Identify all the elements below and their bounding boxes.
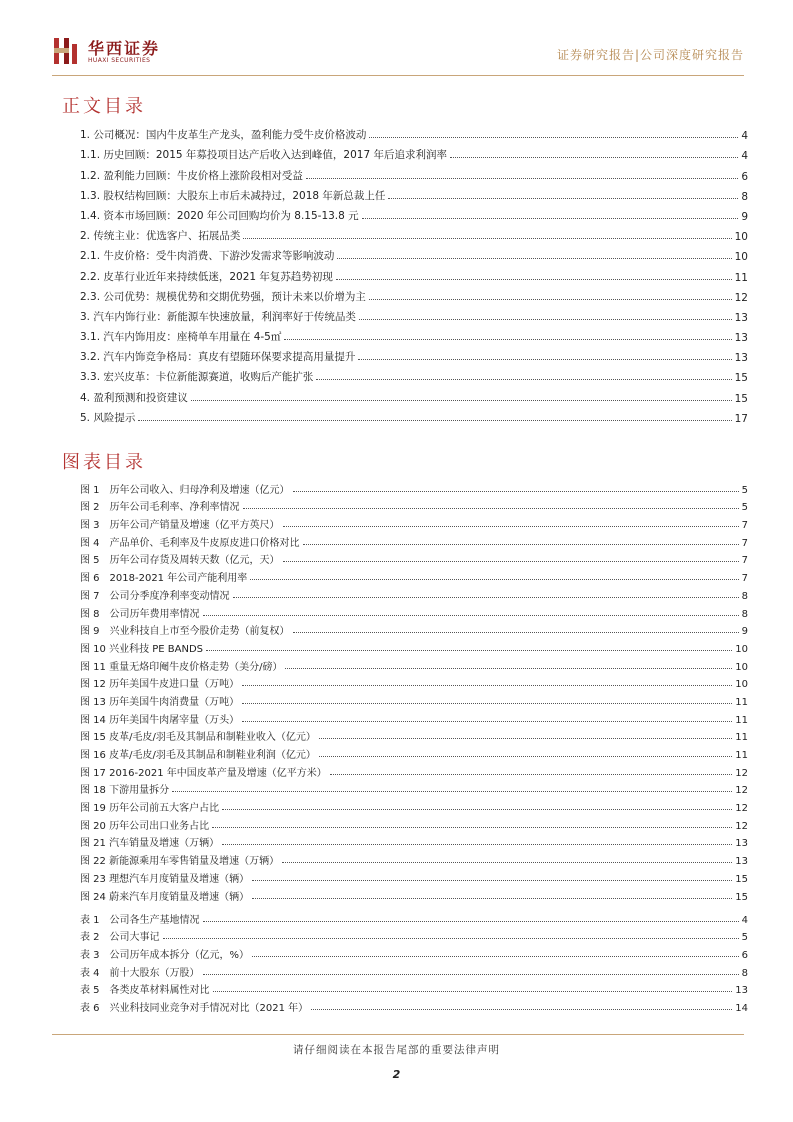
dot-leader <box>222 844 732 845</box>
figure-entry-page: 12 <box>735 820 748 832</box>
figure-entry-text: 图 10 兴业科技 PE BANDS <box>80 643 204 655</box>
toc-entry[interactable] <box>80 304 748 324</box>
dot-leader <box>138 420 731 421</box>
dot-leader <box>203 615 739 616</box>
dot-leader <box>303 544 739 545</box>
toc-title: 正文目录 <box>62 96 146 117</box>
figure-entry-page: 5 <box>741 484 748 496</box>
figure-entry-page: 10 <box>735 643 748 655</box>
figure-entry-page: 15 <box>735 891 748 903</box>
table-entry[interactable] <box>80 961 748 979</box>
page-number: 2 <box>392 1068 401 1081</box>
table-entry[interactable] <box>80 943 748 961</box>
toc-entry-page: 15 <box>734 372 748 385</box>
figure-entry-text: 图 7 公司分季度净利率变动情况 <box>80 590 230 602</box>
toc-entry[interactable] <box>80 344 748 364</box>
figure-entry-text: 图 21 汽车销量及增速（万辆） <box>80 838 220 850</box>
figure-entry[interactable] <box>80 513 748 531</box>
table-entry-text: 表 1 公司各生产基地情况 <box>80 914 200 926</box>
dot-leader <box>242 721 732 722</box>
figure-entry[interactable] <box>80 637 748 655</box>
figure-entry[interactable] <box>80 832 748 850</box>
toc-entry-page: 11 <box>734 271 748 284</box>
dot-leader <box>316 379 731 380</box>
figure-entry[interactable] <box>80 549 748 567</box>
dot-leader <box>242 685 732 686</box>
logo-chinese-name: 华西证券 <box>88 39 161 58</box>
toc-entry-text: 3.1. 汽车内饰用皮：座椅单车用量在 4-5㎡ <box>80 331 282 344</box>
toc-entry-text: 1.2. 盈利能力回顾：牛皮价格上涨阶段相对受益 <box>80 169 303 182</box>
toc-entry[interactable] <box>80 122 748 142</box>
figure-entry[interactable] <box>80 849 748 867</box>
dot-leader <box>306 178 738 179</box>
toc-entry-text: 2.1. 牛皮价格：受牛肉消费、下游沙发需求等影响波动 <box>80 250 335 263</box>
dot-leader <box>243 508 739 509</box>
dot-leader <box>163 938 739 939</box>
table-entry[interactable] <box>80 996 748 1014</box>
toc-entry[interactable] <box>80 384 748 404</box>
figure-entry-page: 11 <box>735 696 748 708</box>
dot-leader <box>283 561 739 562</box>
figure-entry-page: 13 <box>735 838 748 850</box>
figures-title: 图表目录 <box>62 452 146 473</box>
table-entry-page: 6 <box>741 950 748 962</box>
dot-leader <box>369 137 738 138</box>
dot-leader <box>388 198 738 199</box>
toc-entry-text: 1.1. 历史回顾：2015 年募投项目达产后收入达到峰值，2017 年后追求利润率 <box>80 149 447 162</box>
figure-entry-text: 图 3 历年公司产销量及增速（亿平方英尺） <box>80 520 280 532</box>
toc-entry-page: 10 <box>734 231 748 244</box>
toc-entry-page: 13 <box>734 332 748 345</box>
dot-leader <box>282 862 732 863</box>
figure-entry-text: 图 19 历年公司前五大客户占比 <box>80 803 220 815</box>
figure-entry-text: 图 1 历年公司收入、归母净利及增速（亿元） <box>80 484 290 496</box>
toc-entry-text: 3.2. 汽车内饰竞争格局：真皮有望随环保要求提高用量提升 <box>80 351 356 364</box>
table-entry[interactable] <box>80 979 748 997</box>
figure-entry-text: 图 16 皮革/毛皮/羽毛及其制品和制鞋业利润（亿元） <box>80 750 316 761</box>
figure-entry-text: 图 12 历年美国牛皮进口量（万吨） <box>80 679 240 691</box>
toc-entry[interactable] <box>80 162 748 182</box>
table-entry-page: 13 <box>735 985 748 997</box>
dot-leader <box>330 774 732 775</box>
figure-entry-page: 12 <box>735 803 748 815</box>
dot-leader <box>284 339 731 340</box>
dot-leader <box>242 703 732 704</box>
figure-entry-page: 15 <box>735 873 748 885</box>
figure-entry-page: 5 <box>741 502 748 514</box>
toc-entry-page: 8 <box>741 190 748 203</box>
figure-entry[interactable] <box>80 673 748 691</box>
table-entry-page: 5 <box>741 932 748 944</box>
dot-leader <box>243 238 731 239</box>
figure-entry-page: 9 <box>741 626 748 638</box>
figure-entry-text: 图 17 2016-2021 年中国皮革产量及增速（亿平方米） <box>80 767 327 779</box>
figure-entry-text: 图 18 下游用量拆分 <box>80 785 170 797</box>
figure-entry[interactable] <box>80 584 748 602</box>
figure-entry-page: 13 <box>735 856 748 868</box>
dot-leader <box>337 258 731 259</box>
figure-entry-page: 12 <box>735 785 748 797</box>
dot-leader <box>203 921 739 922</box>
figure-entry[interactable] <box>80 885 748 903</box>
figure-entry-page: 7 <box>741 520 748 532</box>
dot-leader <box>359 319 732 320</box>
tables-list <box>80 908 748 1014</box>
toc-entry[interactable] <box>80 324 748 344</box>
figure-entry-page: 11 <box>735 750 748 761</box>
toc-entry-page: 4 <box>741 130 748 143</box>
table-entry[interactable] <box>80 908 748 926</box>
toc-entry-text: 2.3. 公司优势：规模优势和交期优势强，预计未来以价增为主 <box>80 290 366 303</box>
figure-entry-page: 8 <box>741 608 748 620</box>
figure-entry[interactable] <box>80 602 748 620</box>
dot-leader <box>283 526 739 527</box>
figure-entry[interactable] <box>80 867 748 885</box>
dot-leader <box>252 898 732 899</box>
toc-entry[interactable] <box>80 405 748 425</box>
dot-leader <box>369 299 732 300</box>
table-entry-page: 8 <box>741 967 748 979</box>
figure-entry[interactable] <box>80 655 748 673</box>
figure-entry-text: 图 20 历年公司出口业务占比 <box>80 820 210 832</box>
table-entry-page: 4 <box>741 914 748 926</box>
huaxi-logo-icon <box>52 36 80 66</box>
toc-entry-text: 3. 汽车内饰行业：新能源车快速放量，利润率好于传统品类 <box>80 310 356 323</box>
figure-entry[interactable] <box>80 761 748 779</box>
figure-entry-text: 图 8 公司历年费用率情况 <box>80 608 200 620</box>
table-entry[interactable] <box>80 926 748 944</box>
figure-entry-page: 10 <box>735 679 748 691</box>
table-entry-text: 表 5 各类皮革材料属性对比 <box>80 985 210 997</box>
figure-entry-text: 图 14 历年美国牛肉屠宰量（万头） <box>80 714 240 726</box>
figure-entry-text: 图 5 历年公司存货及周转天数（亿元，天） <box>80 555 280 567</box>
toc-entry-page: 13 <box>734 352 748 365</box>
toc-entry[interactable] <box>80 243 748 263</box>
figure-entry-text: 图 11 重量无烙印阉牛皮价格走势（美分/磅） <box>80 661 283 673</box>
figure-entry-page: 11 <box>735 714 748 726</box>
toc-entry-text: 5. 风险提示 <box>80 411 136 424</box>
toc-entry-page: 4 <box>741 150 748 163</box>
figure-entry[interactable] <box>80 496 748 514</box>
toc-entry[interactable] <box>80 142 748 162</box>
figure-entry-text: 图 24 蔚来汽车月度销量及增速（辆） <box>80 891 250 903</box>
toc-entry-page: 15 <box>734 392 748 405</box>
figure-entry[interactable] <box>80 531 748 549</box>
footer-divider <box>52 1034 744 1035</box>
figure-entry-page: 7 <box>741 555 748 567</box>
toc-entry-page: 9 <box>741 210 748 223</box>
dot-leader <box>358 359 731 360</box>
header-divider <box>52 75 744 76</box>
dot-leader <box>450 157 738 158</box>
dot-leader <box>285 668 732 669</box>
table-entry-text: 表 6 兴业科技同业竞争对手情况对比（2021 年） <box>80 1003 309 1015</box>
dot-leader <box>233 597 739 598</box>
dot-leader <box>311 1009 732 1010</box>
toc-entry-text: 2. 传统主业：优选客户、拓展品类 <box>80 230 241 243</box>
figure-entry-text: 图 9 兴业科技自上市至今股价走势（前复权） <box>80 626 290 638</box>
dot-leader <box>212 827 732 828</box>
figure-entry-page: 12 <box>735 767 748 779</box>
figure-entry-text: 图 6 2018-2021 年公司产能利用率 <box>80 573 248 585</box>
toc-entry[interactable] <box>80 284 748 304</box>
dot-leader <box>252 956 739 957</box>
figure-entry-text: 图 23 理想汽车月度销量及增速（辆） <box>80 873 250 885</box>
toc-entry[interactable] <box>80 223 748 243</box>
figure-entry[interactable] <box>80 620 748 638</box>
toc-entry[interactable] <box>80 364 748 384</box>
figure-entry-text: 图 2 历年公司毛利率、净利率情况 <box>80 502 240 514</box>
toc-list <box>80 122 748 425</box>
figure-entry[interactable] <box>80 779 748 797</box>
figure-entry[interactable] <box>80 743 748 761</box>
dot-leader <box>206 650 732 651</box>
dot-leader <box>362 218 739 219</box>
table-entry-text: 表 4 前十大股东（万股） <box>80 967 200 979</box>
dot-leader <box>319 756 732 757</box>
figures-list <box>80 478 748 903</box>
toc-entry-page: 6 <box>741 170 748 183</box>
toc-entry[interactable] <box>80 203 748 223</box>
toc-entry-page: 10 <box>734 251 748 264</box>
dot-leader <box>203 974 739 975</box>
dot-leader <box>293 491 739 492</box>
toc-entry-text: 1. 公司概况：国内牛皮革生产龙头，盈利能力受牛皮价格波动 <box>80 129 367 142</box>
dot-leader <box>293 632 739 633</box>
page-header <box>52 34 744 74</box>
toc-entry-text: 3.3. 宏兴皮革：卡位新能源赛道，收购后产能扩张 <box>80 371 314 384</box>
toc-entry-text: 1.4. 资本市场回顾：2020 年公司回购均价为 8.15-13.8 元 <box>80 209 359 222</box>
logo-english-name: HUAXI SECURITIES <box>88 57 151 64</box>
figure-entry-text: 图 13 历年美国牛肉消费量（万吨） <box>80 696 240 708</box>
toc-entry[interactable] <box>80 183 748 203</box>
dot-leader <box>319 738 732 739</box>
toc-entry-text: 1.3. 股权结构回顾：大股东上市后未减持过，2018 年新总裁上任 <box>80 189 386 202</box>
toc-entry-page: 12 <box>734 291 748 304</box>
figure-entry[interactable] <box>80 708 748 726</box>
dot-leader <box>172 791 732 792</box>
toc-entry-text: 2.2. 皮革行业近年来持续低迷，2021 年复苏趋势初现 <box>80 270 333 283</box>
figure-entry-page: 7 <box>741 573 748 585</box>
figure-entry-text: 图 15 皮革/毛皮/羽毛及其制品和制鞋业收入（亿元） <box>80 732 316 744</box>
figure-entry-page: 10 <box>735 661 748 673</box>
figure-entry[interactable] <box>80 814 748 832</box>
figure-entry-page: 7 <box>741 537 748 549</box>
figure-entry[interactable] <box>80 566 748 584</box>
table-entry-page: 14 <box>735 1003 748 1015</box>
toc-entry-page: 17 <box>734 412 748 425</box>
figure-entry-page: 8 <box>741 590 748 602</box>
toc-entry-text: 4. 盈利预测和投资建议 <box>80 391 188 404</box>
report-type-label: 证券研究报告|公司深度研究报告 <box>556 48 744 62</box>
dot-leader <box>213 991 733 992</box>
figure-entry[interactable] <box>80 796 748 814</box>
figure-entry-text: 图 4 产品单价、毛利率及牛皮原皮进口价格对比 <box>80 537 300 549</box>
dot-leader <box>336 279 732 280</box>
figure-entry-text: 图 22 新能源乘用车零售销量及增速（万辆） <box>80 856 280 868</box>
legal-disclaimer: 请仔细阅读在本报告尾部的重要法律声明 <box>293 1044 500 1056</box>
table-entry-text: 表 3 公司历年成本拆分（亿元，%） <box>80 950 250 962</box>
toc-entry-page: 13 <box>734 311 748 324</box>
dot-leader <box>250 579 738 580</box>
table-entry-text: 表 2 公司大事记 <box>80 932 160 944</box>
dot-leader <box>252 880 732 881</box>
dot-leader <box>222 809 732 810</box>
dot-leader <box>191 400 732 401</box>
toc-entry[interactable] <box>80 263 748 283</box>
figure-entry[interactable] <box>80 726 748 744</box>
figure-entry[interactable] <box>80 690 748 708</box>
figure-entry-page: 11 <box>735 732 748 744</box>
figure-entry[interactable] <box>80 478 748 496</box>
